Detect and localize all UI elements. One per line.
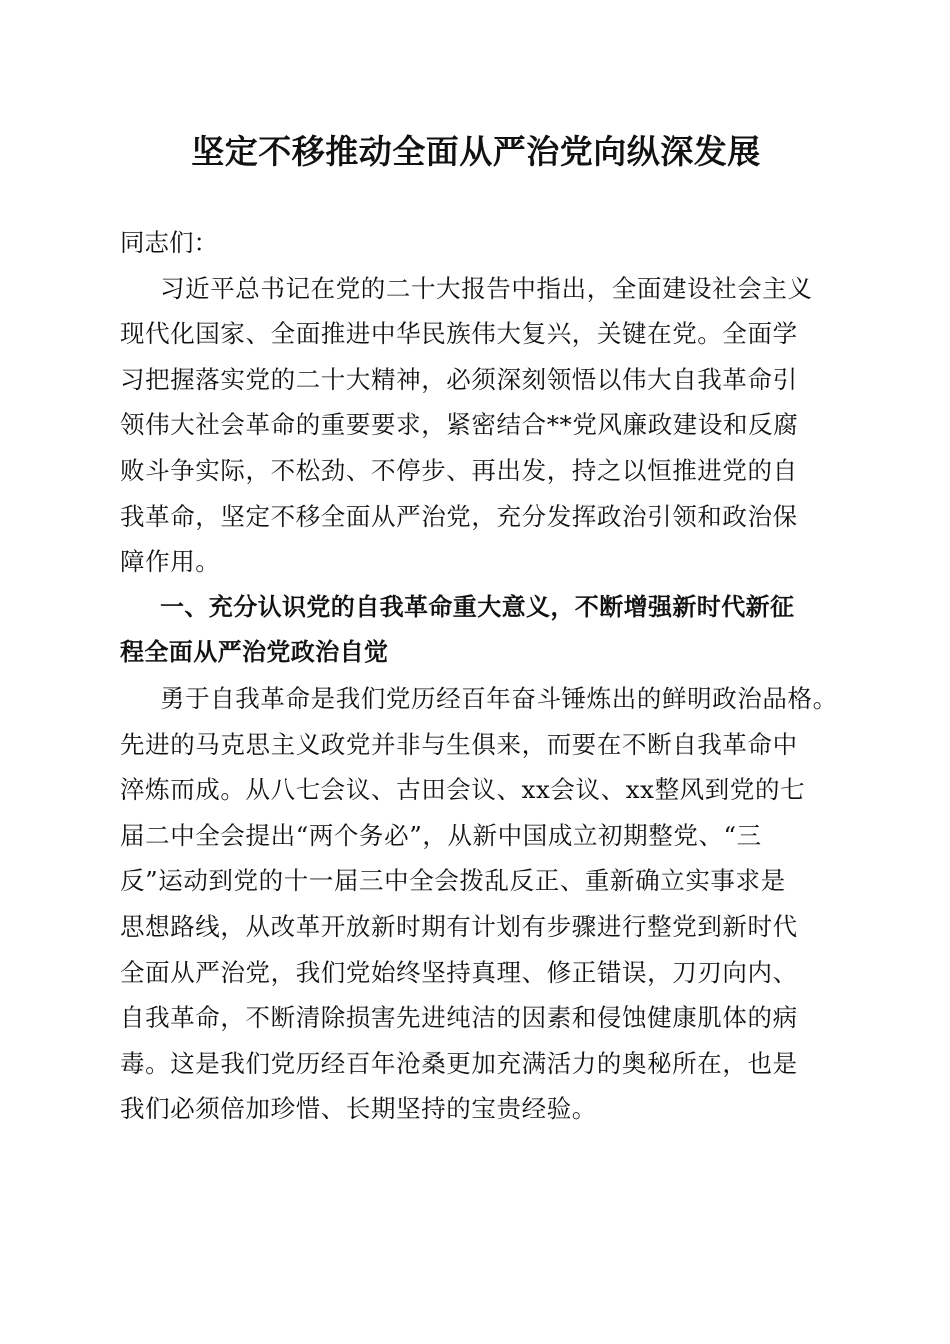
paragraph-line: 习近平总书记在党的二十大报告中指出，全面建设社会主义: [160, 273, 813, 303]
paragraph-line: 勇于自我革命是我们党历经百年奋斗锤炼出的鲜明政治品格。: [160, 683, 838, 713]
document-title: 坚定不移推动全面从严治党向纵深发展: [191, 132, 761, 171]
paragraph-line: 习把握落实党的二十大精神，必须深刻领悟以伟大自我革命引: [120, 364, 798, 394]
paragraph-line: 障作用。: [120, 547, 221, 577]
paragraph-line: 我革命，坚定不移全面从严治党，充分发挥政治引领和政治保: [120, 501, 798, 531]
paragraph-line: 自我革命，不断清除损害先进纯洁的因素和侵蚀健康肌体的病: [120, 1003, 798, 1033]
paragraph-line: 届二中全会提出“两个务必”，从新中国成立初期整党、“三: [120, 820, 762, 850]
paragraph-line: 我们必须倍加珍惜、长期坚持的宝贵经验。: [120, 1094, 597, 1124]
heading-line: 程全面从严治党政治自觉: [120, 638, 389, 667]
paragraph-line: 毒。这是我们党历经百年沧桑更加充满活力的奥秘所在，也是: [120, 1048, 798, 1078]
section-heading-1: [120, 585, 832, 676]
paragraph-line: 反”运动到党的十一届三中全会拨乱反正、重新确立实事求是: [120, 866, 786, 896]
paragraph-line: 淬炼而成。从八七会议、古田会议、xx会议、xx整风到党的七: [120, 775, 806, 805]
paragraph-line: 领伟大社会革命的重要要求，紧密结合**党风廉政建设和反腐: [120, 410, 799, 440]
document-page: [120, 130, 838, 1132]
paragraph-line: 先进的马克思主义政党并非与生俱来，而要在不断自我革命中: [120, 729, 798, 759]
paragraph-intro: [120, 266, 832, 585]
paragraph-line: 全面从严治党，我们党始终坚持真理、修正错误，刀刃向内、: [120, 957, 798, 987]
paragraph-line: 现代化国家、全面推进中华民族伟大复兴，关键在党。全面学: [120, 319, 798, 349]
paragraph-line: 思想路线，从改革开放新时期有计划有步骤进行整党到新时代: [120, 911, 798, 941]
salutation: 同志们：: [120, 228, 218, 257]
paragraph-line: 败斗争实际，不松劲、不停步、再出发，持之以恒推进党的自: [120, 455, 798, 485]
heading-line: 一、充分认识党的自我革命重大意义，不断增强新时代新征: [160, 592, 795, 621]
paragraph-section-1: [120, 676, 838, 1132]
